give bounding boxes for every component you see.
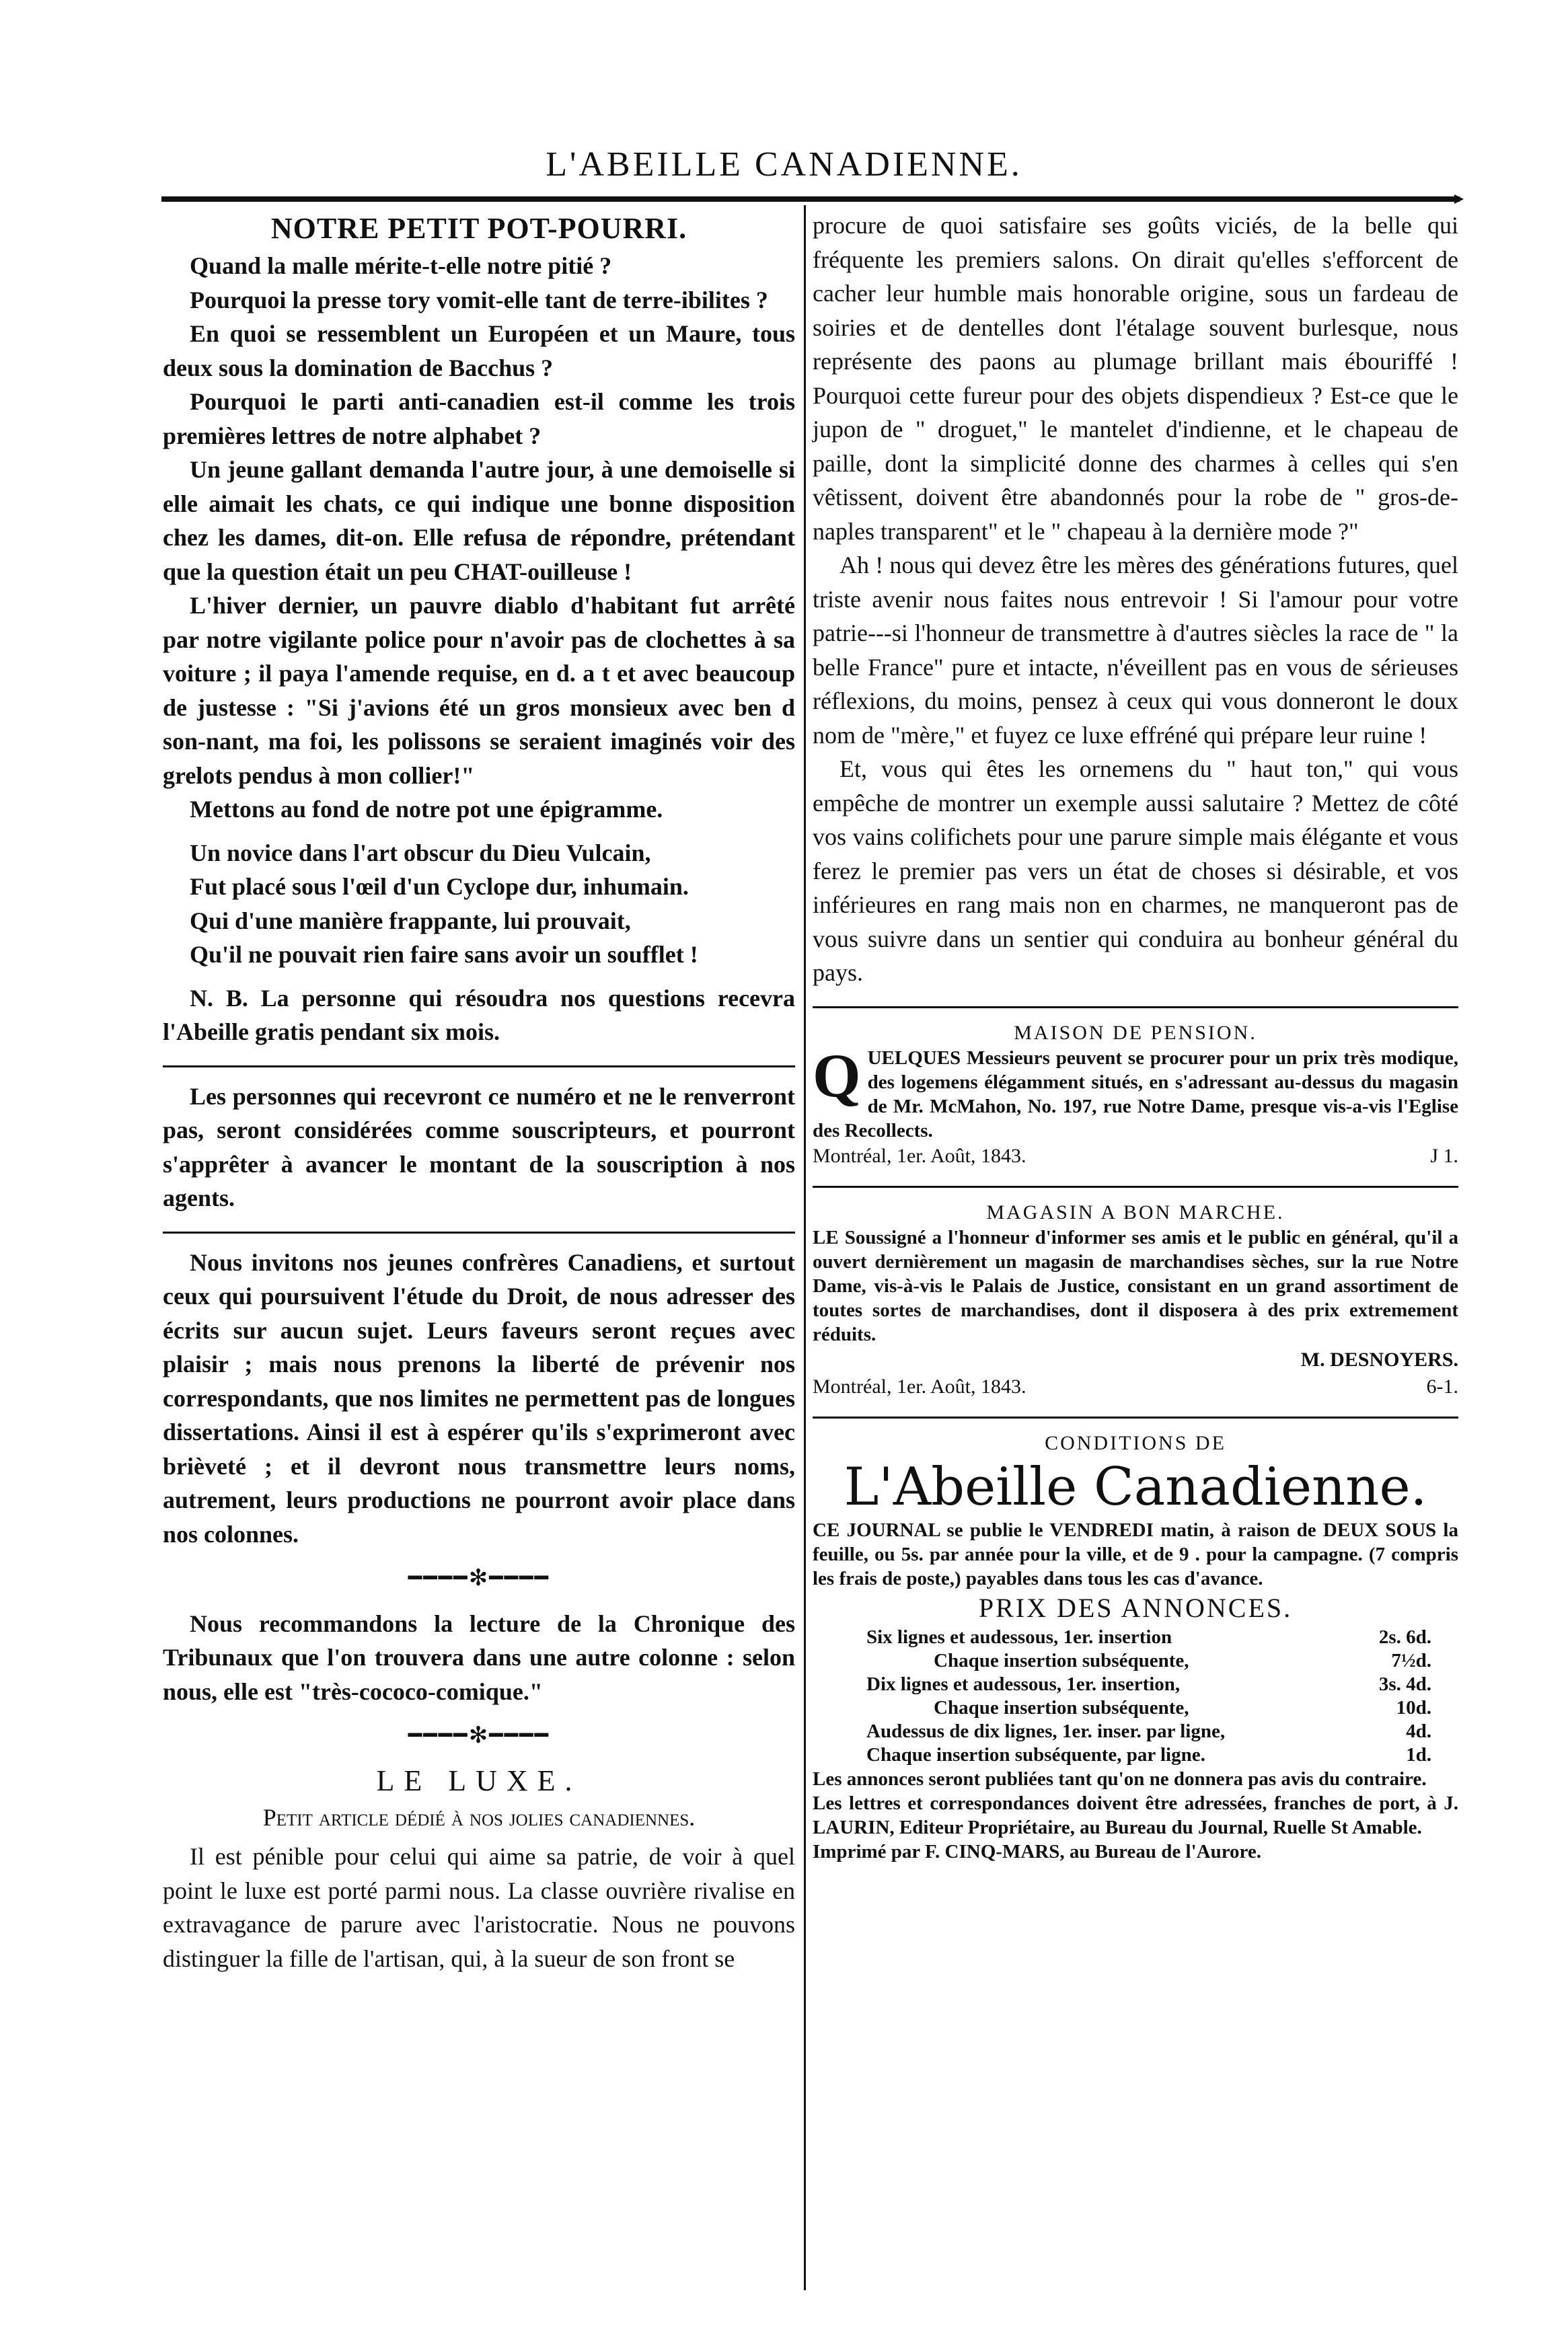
conditions-note-1: Les annonces seront publiées tant qu'on ne donnera pas avis du contraire. [813,1768,1427,1790]
header-rule [161,196,1460,202]
section-rule [163,1065,795,1067]
poem-line: Fut placé sous l'œil d'un Cyclope dur, inhumain. [190,873,689,900]
poem-line: Qui d'une manière frappante, lui prouvait, [190,907,631,934]
ad-pension-footer [813,1143,1458,1170]
ad-pension-ref: J 1. [1430,1144,1458,1167]
rate-price: 2s. 6d. [1378,1626,1431,1648]
column-divider [804,205,806,2290]
anecdote-chats: Un jeune gallant demanda l'autre jour, à une demoiselle si elle aimait les chats, ce qui indique une bonne disposition chez les dames, dit-on. Elle refusa de répondre, prétendant que la question était un peu CHAT-ouilleuse ! [163,456,795,585]
rate-row [813,1673,1458,1696]
rate-label: Dix lignes et audessous, 1er. insertion, [866,1673,1181,1695]
notice-contributors: Nous invitons nos jeunes confrères Canadiens, et surtout ceux qui poursuivent l'étude du Droit, de nous adresser des écrits sur aucun sujet. Leurs faveurs seront reçues avec plaisir ; mais nous prenons la liberté de prévenir nos correspondants, que nos limites ne permettent pas de longues dissertations. Ainsi il est à espérer qu'ils s'exprimeront avec brièveté ; et il devront nous transmettre leurs noms, autrement, leurs productions ne pourront avoir place dans nos colonnes. [163,1248,795,1548]
dropcap-letter: Q [813,1041,861,1110]
luxe-paragraph-3: Et, vous qui êtes les ornemens du " haut ton," qui vous empêche de montrer un exemple aussi salutaire ? Mettez de côté vos vains colifichets pour une parure simple mais élégante et vous ferez le premier pas vers un état de choses si désirable, et vos inférieures en rang mais non en charmes, ne manqueront pas de vous suivre dans un sentier qui conduira au bonheur général du pays. [813,755,1458,986]
rate-label: Chaque insertion subséquente, [934,1649,1189,1671]
section-rule [813,1186,1458,1188]
ornament-divider: ━━━━✻━━━━ [408,1566,550,1591]
conditions-head: CONDITIONS DE [1045,1431,1226,1454]
section-rule [813,1006,1458,1008]
ad-magasin-signature-row [813,1347,1458,1373]
ad-pension-date: Montréal, 1er. Août, 1843. [813,1144,1026,1167]
notice-chronique: Nous recommandons la lecture de la Chronique des Tribunaux que l'on trouvera dans une autre colonne : selon nous, elle est "très-cococo-comique." [163,1610,795,1705]
rate-row [813,1626,1458,1649]
notice-subscribers: Les personnes qui recevront ce numéro et ne le renverront pas, seront considérées comme souscripteurs, et pourront s'apprêter à avancer le montant de la souscription à nos agents. [163,1082,795,1211]
luxe-continuation: procure de quoi satisfaire ses goûts viciés, de la belle qui fréquente les premiers salons. On dirait qu'elles s'efforcent de cacher leur humble mais honorable origine, sous un fardeau de soiries et de dentelles dont l'étalage souvent burlesque, nous représente des paons au plumage brillant mais ébouriffé ! Pourquoi cette fureur pour des objets dispendieux ? Est-ce que le jupon de " droguet," le mantelet d'indienne, et le chapeau de paille, dont la simplicité donne des charmes à celles qui s'en vêtissent, doivent être abandonnés pour la robe de " gros-de-naples transparent" et le " chapeau à la dernière mode ?" [813,212,1458,545]
luxe-paragraph-1: Il est pénible pour celui qui aime sa patrie, de voir à quel point le luxe est porté parmi nous. La classe ouvrière rivalise en extravagance de parure avec l'aristocratie. Nous ne pouvons distinguer la fille de l'artisan, qui, à la sueur de son front se [163,1843,795,1972]
conditions-note-2: Les lettres et correspondances doivent être adressées, franches de port, à J. LAURIN, Editeur Propriétaire, au Bureau du Journal, Ruelle St Amable. [813,1792,1458,1838]
section-rule [813,1417,1458,1419]
rate-price: 7½d. [1391,1649,1431,1671]
riddle-4: Pourquoi le parti anti-canadien est-il comme les trois premières lettres de notre alphabet ? [163,388,795,449]
rate-price: 1d. [1406,1743,1431,1766]
rates-table [813,1626,1458,1767]
riddle-3: En quoi se ressemblent un Européen et un Maure, tous deux sous la domination de Bacchus ? [163,320,795,381]
ad-pension-body [813,1041,1458,1143]
luxe-subtitle: Petit article dédié à nos jolies canadiennes. [262,1804,696,1831]
poem-line: Un novice dans l'art obscur du Dieu Vulcain, [190,839,651,866]
conditions-text: CE JOURNAL se publie le VENDREDI matin, à raison de DEUX SOUS la feuille, ou 5s. par année pour la ville, et de 9 . pour la campagne. (7 compris les frais de poste,) payables dans tous les cas d'avance. [813,1519,1458,1589]
page-header: L'ABEILLE CANADIENNE. [546,145,1022,184]
epigram-intro: Mettons au fond de notre pot une épigramme. [190,796,663,823]
prix-title: PRIX DES ANNONCES. [978,1592,1293,1623]
rate-price: 4d. [1406,1720,1431,1742]
conditions-title: L'Abeille Canadienne. [844,1456,1427,1517]
rate-row [813,1649,1458,1673]
ornament-divider: ━━━━✻━━━━ [408,1723,550,1748]
rate-row [813,1696,1458,1720]
poem-line: Qu'il ne pouvait rien faire sans avoir un soufflet ! [190,941,698,968]
ad-magasin-title: MAGASIN A BON MARCHE. [986,1201,1285,1223]
rate-row [813,1720,1458,1743]
ad-magasin-footer [813,1373,1458,1400]
epigram-poem [190,836,795,972]
ad-pension-title: MAISON DE PENSION. [1014,1021,1257,1044]
left-column [163,209,795,1975]
rate-label: Audessus de dix lignes, 1er. inser. par ligne, [866,1720,1226,1742]
luxe-paragraph-2: Ah ! nous qui devez être les mères des générations futures, quel triste avenir nous faites nous entrevoir ! Si l'amour pour votre patrie---si l'honneur de transmettre à d'autres siècles la race de " la belle France" pure et intacte, n'éveillent pas en vous de sérieuses réflexions, du moins, pensez à ceux qui vous donneront le doux nom de "mère," et fuyez ce luxe effréné qui prépare leur ruine ! [813,552,1458,749]
section-rule [163,1232,795,1234]
riddle-2: Pourquoi la presse tory vomit-elle tant de terre-ibilites ? [190,286,768,313]
rate-label: Chaque insertion subséquente, par ligne. [866,1743,1205,1766]
riddle-1: Quand la malle mérite-t-elle notre pitié ? [190,252,612,279]
rate-label: Six lignes et audessous, 1er. insertion [866,1626,1172,1648]
ad-magasin-signature: M. DESNOYERS. [1300,1348,1458,1371]
potpourri-title: NOTRE PETIT POT-POURRI. [270,212,687,245]
rate-price: 10d. [1396,1696,1431,1719]
imprint-line: Imprimé par F. CINQ-MARS, au Bureau de l'Aurore. [813,1840,1262,1862]
ad-pension-text: UELQUES Messieurs peuvent se procurer pour un prix très modique, des logemens élégamment situés, en s'adressant au-dessus du magasin de Mr. McMahon, No. 197, rue Notre Dame, presque vis-a-vis l'Eglise des Recollects. [813,1047,1458,1141]
luxe-title: LE LUXE. [376,1764,582,1797]
rate-price: 3s. 4d. [1378,1673,1431,1695]
anecdote-habitant: L'hiver dernier, un pauvre diablo d'habitant fut arrêté par notre vigilante police pour n'avoir pas de clochettes à sa voiture ; il paya l'amende requise, en d. a t et avec beaucoup de justesse : "Si j'avions été un gros monsieux avec ben d son-nant, ma foi, les polissons se seraient imaginés voir des grelots pendus à mon collier!" [163,592,795,789]
nb-note: N. B. La personne qui résoudra nos questions recevra l'Abeille gratis pendant six mois. [163,984,795,1045]
ad-magasin-ref: 6-1. [1426,1375,1458,1398]
ad-magasin-date: Montréal, 1er. Août, 1843. [813,1375,1026,1398]
rate-label: Chaque insertion subséquente, [934,1696,1189,1719]
rate-row [813,1743,1458,1767]
ad-magasin-text: LE Soussigné a l'honneur d'informer ses amis et le public en général, qu'il a ouvert dernièrement un magasin de marchandises sèches, sur la rue Notre Dame, vis-à-vis le Palais de Justice, consistant en un grand assortiment de toutes sortes de marchandises, dont il disposera à des prix extremement réduits. [813,1226,1458,1345]
right-column [813,209,1458,1864]
